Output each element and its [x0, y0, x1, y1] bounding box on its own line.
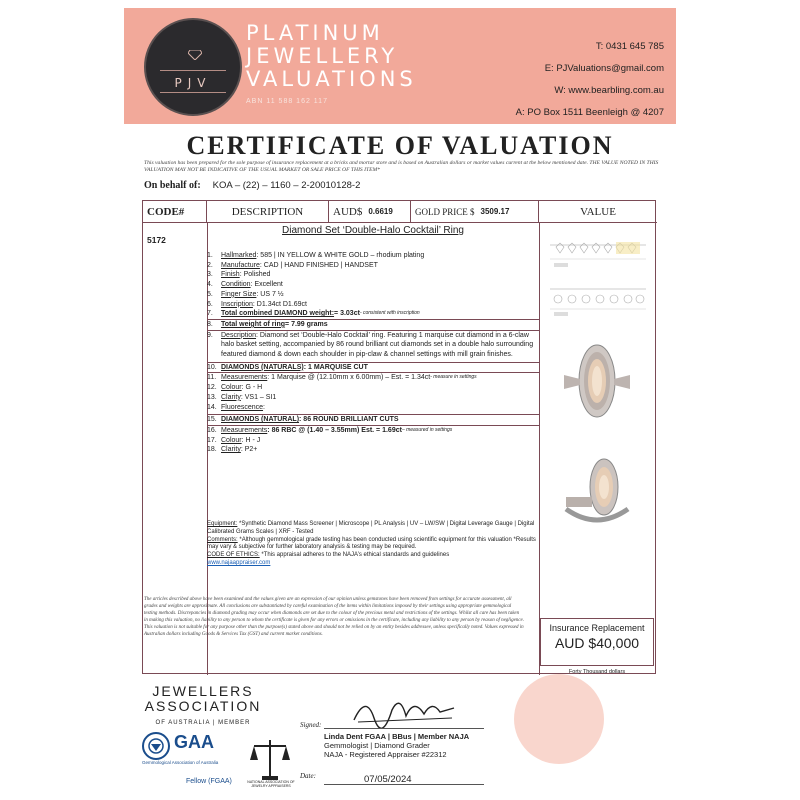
certificate-page: [124, 8, 676, 794]
comments-note: Comments: *Although gemmological grade testing has been conducted using scientific equipment for this valuation *Results may vary & subjective for further laboratory analysis & testing may be required.: [207, 536, 536, 551]
naja-link[interactable]: www.najaappraiser.com: [207, 559, 271, 566]
behalf-label: On behalf of:: [144, 180, 201, 191]
item-list: [207, 251, 539, 455]
naja-label: NATIONAL ASSOCIATION OF JEWELRY APPRAISERS: [247, 780, 295, 788]
ring-title: Diamond Set ‘Double-Halo Cocktail’ Ring: [282, 225, 464, 236]
intro-text: This valuation has been prepared for the sole purpose of insurance replacement at a bricks and mortar store and is based on Australian dollars or market values current at the below mentioned date. THE VALUE NOTED IN THIS VALUATION MAY NOT BE INDICATIVE OF THE USUAL MARKET OR SALE PRICE OF THIS ITEM*: [144, 160, 659, 173]
contact-website: W: www.bearbling.com.au: [554, 85, 664, 96]
stamp-watermark: [514, 674, 604, 764]
signature-image: [344, 688, 464, 728]
item-14: 14. Fluorescence :: [207, 403, 265, 411]
date-value: 07/05/2024: [364, 774, 412, 785]
signed-label: Signed:: [300, 721, 322, 729]
header-banner: [124, 8, 676, 124]
contact-email: E: PJValuations@gmail.com: [544, 63, 664, 74]
item-5: 5. Finger Size : US 7 ½: [207, 290, 284, 298]
naja-scales-icon: [250, 734, 290, 784]
item-6: 6. Inscription : D1.34ct D1.69ct: [207, 300, 307, 308]
logo-text: PJV: [174, 76, 212, 90]
item-1: 1. Hallmarked : 585 | IN YELLOW & WHITE GOLD – rhodium plating: [207, 252, 425, 259]
gold-price-header: [411, 201, 539, 223]
aud-header: [329, 201, 411, 223]
notes-section: [207, 521, 539, 568]
ja-line-1: JEWELLERS: [152, 683, 254, 699]
equipment-note: Equipment: *Synthetic Diamond Mass Screener | Microscope | PL Analysis | UV – LW/SW | Digital Leverage Gauge | Digital Calibrated Grams Scales | XRF - Tested: [207, 521, 535, 535]
gaa-subtitle: Gemmological Association of Australia: [142, 760, 219, 765]
signer-name: Linda Dent FGAA | BBus | Member NAJA: [324, 732, 470, 741]
pjv-logo: [144, 18, 242, 116]
ja-sub: OF AUSTRALIA | MEMBER: [155, 720, 251, 726]
abn-number: ABN 11 588 162 117: [246, 98, 328, 105]
diamond-icon: [188, 50, 202, 60]
signer-details: [324, 732, 469, 759]
insurance-label: Insurance Replacement: [549, 623, 645, 633]
signer-role-1: Gemmologist | Diamond Grader: [324, 741, 430, 750]
signature-line: [324, 728, 484, 729]
signer-role-2: NAJA - Registered Appraiser #22312: [324, 750, 447, 759]
item-2: 2. Manufacture : CAD | HAND FINISHED | HANDSET: [207, 261, 378, 269]
ring-photo-top: [560, 341, 634, 421]
insurance-value: AUD $40,000: [554, 635, 640, 651]
ring-photo-side: [560, 453, 634, 533]
aud-label: AUD$: [333, 205, 363, 218]
contact-details: [516, 36, 664, 124]
item-3: 3. Finish : Polished: [207, 271, 271, 279]
item-12: 12. Colour : G - H: [207, 384, 263, 392]
insurance-words: Forty Thousand dollars: [568, 669, 626, 675]
date-label: Date:: [300, 772, 316, 780]
item-15: 15. DIAMONDS (NATURAL) : 86 ROUND BRILLIANT CUTS: [207, 414, 539, 426]
ja-line-2: ASSOCIATION: [144, 698, 262, 714]
item-9: 9. Description: Diamond set ‘Double-Halo Cocktail’ ring. Featuring 1 marquise cut diamond in a 6-claw halo basket setting, accompanied by 86 round brilliant cut diamonds set in a double halo surrounding featured diamond & down each shoulder in pip-claw & channel settings with mill grain finishes.: [207, 331, 534, 359]
logo-rule-bottom: [160, 92, 226, 93]
brand-name: [246, 22, 417, 91]
item-8: 8. Total weight of ring = 7.99 grams: [207, 319, 539, 331]
brand-line-3: VALUATIONS: [246, 67, 417, 91]
contact-address: A: PO Box 1511 Beenleigh @ 4207: [515, 107, 664, 118]
ethics-note: CODE OF ETHICS: *This appraisal adheres to the NAJA’s ethical standards and guidelines: [207, 552, 450, 559]
certificate-title: CERTIFICATE OF VALUATION: [186, 131, 614, 160]
value-column: [539, 223, 657, 675]
clarity-scale-chart: [546, 279, 650, 321]
item-17: 17. Colour : H - J: [207, 436, 261, 444]
item-16: 16. Measurements : 86 RBC @ (1.40 – 3.55mm) Est. = 1.69ct – measured in settings: [207, 426, 453, 434]
item-11: 11. Measurements : 1 Marquise @ (12.10mm x 6.00mm) – Est. = 1.34ct - measure in settings: [207, 374, 477, 382]
contact-phone: T: 0431 645 785: [595, 41, 664, 52]
item-code: 5172: [147, 235, 166, 245]
gaa-logo-text: GAA: [174, 732, 214, 752]
code-header: CODE#: [143, 201, 207, 223]
gold-value: 3509.17: [480, 207, 510, 216]
brand-line-1: PLATINUM: [246, 21, 384, 45]
item-10: 10. DIAMONDS (NATURALS) : 1 MARQUISE CUT: [207, 362, 539, 374]
brand-line-2: JEWELLERY: [246, 44, 399, 68]
logo-rule-top: [160, 70, 226, 71]
aud-value: 0.6619: [368, 207, 393, 216]
disclaimer-text: The articles described above have been examined and the values given are an expression of our opinion unless gemstones have been removed from settings for accurate assessment, all grades and weights are approximate. All conclusions are substantiated by careful examination of the items within limitations imposed by their settings using appropriate gemmological testing methods. Discrepancies in diamond grading may occur when diamonds are set due to the colour of the precious metal and restrictions of the settings. Whilst all care has been taken in making this valuation, no liability to any person to whom the certificate is given for any errors or omissions in the certificate, including any liability to any person by reason of negligence. This valuation is not suitable for any purpose other than the purpose(s) stated above and should not be relied on by an entity besides addressee, unless specifically noted. Values expressed in Australian dollars including Goods & Services Tax (GST) and current market conditions.: [144, 597, 524, 637]
gold-label: GOLD PRICE $: [415, 206, 475, 217]
behalf-value: KOA – (22) – 1160 – 2-20010128-2: [212, 180, 361, 191]
on-behalf-of: [144, 180, 360, 191]
description-header: DESCRIPTION: [207, 201, 329, 223]
item-4: 4. Condition : Excellent: [207, 281, 283, 289]
value-header: VALUE: [539, 201, 657, 223]
colour-scale-chart: [546, 231, 650, 273]
jewellers-association-logo: [140, 684, 266, 731]
item-18: 18. Clarity : P2+: [207, 446, 258, 454]
insurance-box: [540, 618, 654, 666]
item-7: 7. Total combined DIAMOND weight: = 3.03ct - consistent with inscription: [207, 310, 420, 318]
item-13: 13. Clarity : VS1 – SI1: [207, 393, 277, 401]
fellow-label: Fellow (FGAA): [186, 778, 232, 785]
